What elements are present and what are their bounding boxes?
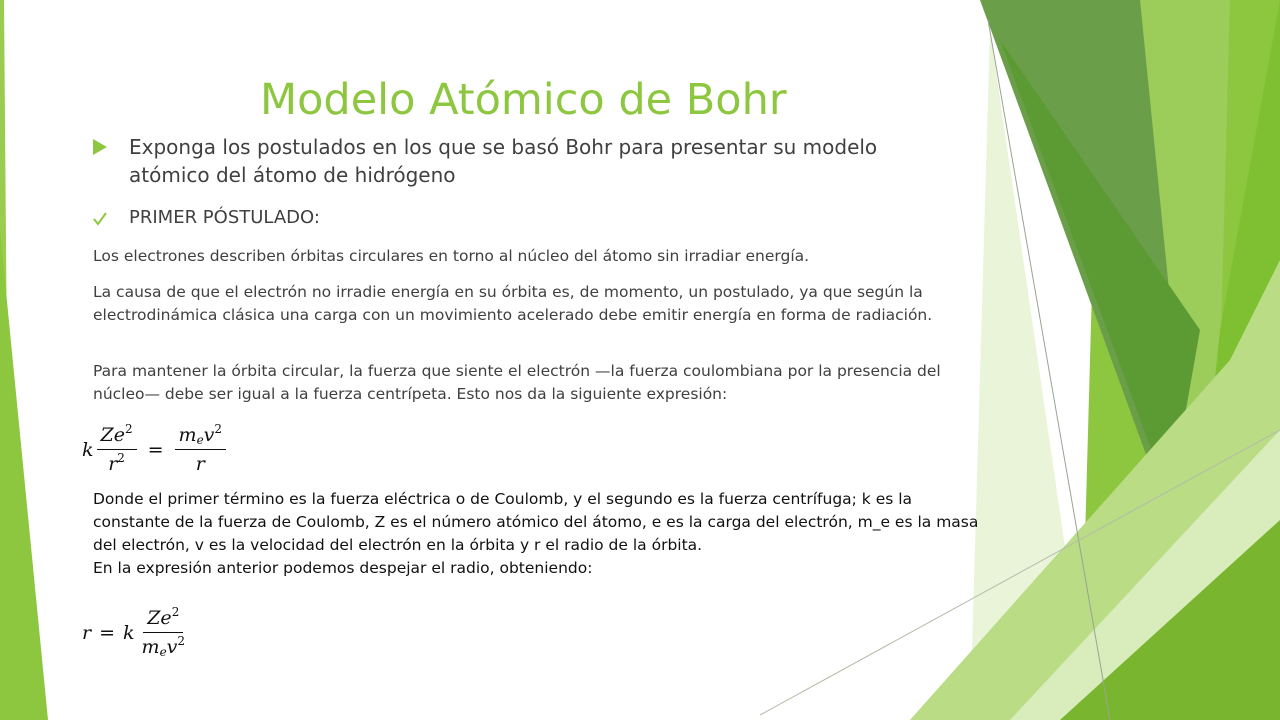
centripetal-fraction: $\frac{m_ev^2}{r}$ — [175, 424, 227, 475]
paragraph-cause: La causa de que el electrón no irradie energía en su órbita es, de momento, un postulado, ya que según la electrodinámica clásica una carga con un movimiento acelerado debe emitir energía en forma de radiación. — [93, 283, 933, 324]
check-bullet-icon — [93, 212, 107, 226]
coulomb-fraction: $\frac{Ze^2}{r^2}$ — [97, 424, 137, 475]
left-green-accent — [0, 0, 60, 720]
paragraph-explanation: Donde el primer término es la fuerza eléctrica o de Coulomb, y el segundo es la fuerza centrífuga; k es la constante de la fuerza de Coulomb, Z es el número atómico del átomo, e es la carga del electrón, m_e es la masa del electrón, v es la velocidad del electrón en la órbita y r el radio de la órbita. En la expresión anterior podemos despejar el radio, obteniendo: — [93, 490, 979, 577]
radius-fraction: $\frac{Ze^2}{m_ev^2}$ — [141, 605, 186, 659]
arrow-bullet-icon — [93, 139, 107, 155]
bullet-first-postulate-text: PRIMER PÓSTULADO: — [129, 207, 320, 228]
paragraph-postulate: Los electrones describen órbitas circulares en torno al núcleo del átomo sin irradiar energía. — [93, 247, 810, 265]
radius-formula: r = k $\frac{Ze^2}{m_ev^2}$ — [82, 607, 192, 658]
force-balance-formula: k $\frac{Ze^2}{r^2}$ = $\frac{m_ev^2}{r}$ — [82, 424, 229, 475]
slide-title: Modelo Atómico de Bohr — [260, 75, 787, 125]
paragraph-force-balance: Para mantener la órbita circular, la fuerza que siente el electrón —la fuerza coulombiana por la presencia del núcleo— debe ser igual a la fuerza centrípeta. Esto nos da la siguiente expresión: — [93, 362, 941, 403]
bullet-question-text: Exponga los postulados en los que se basó Bohr para presentar su modelo atómico del átomo de hidrógeno — [129, 135, 878, 187]
